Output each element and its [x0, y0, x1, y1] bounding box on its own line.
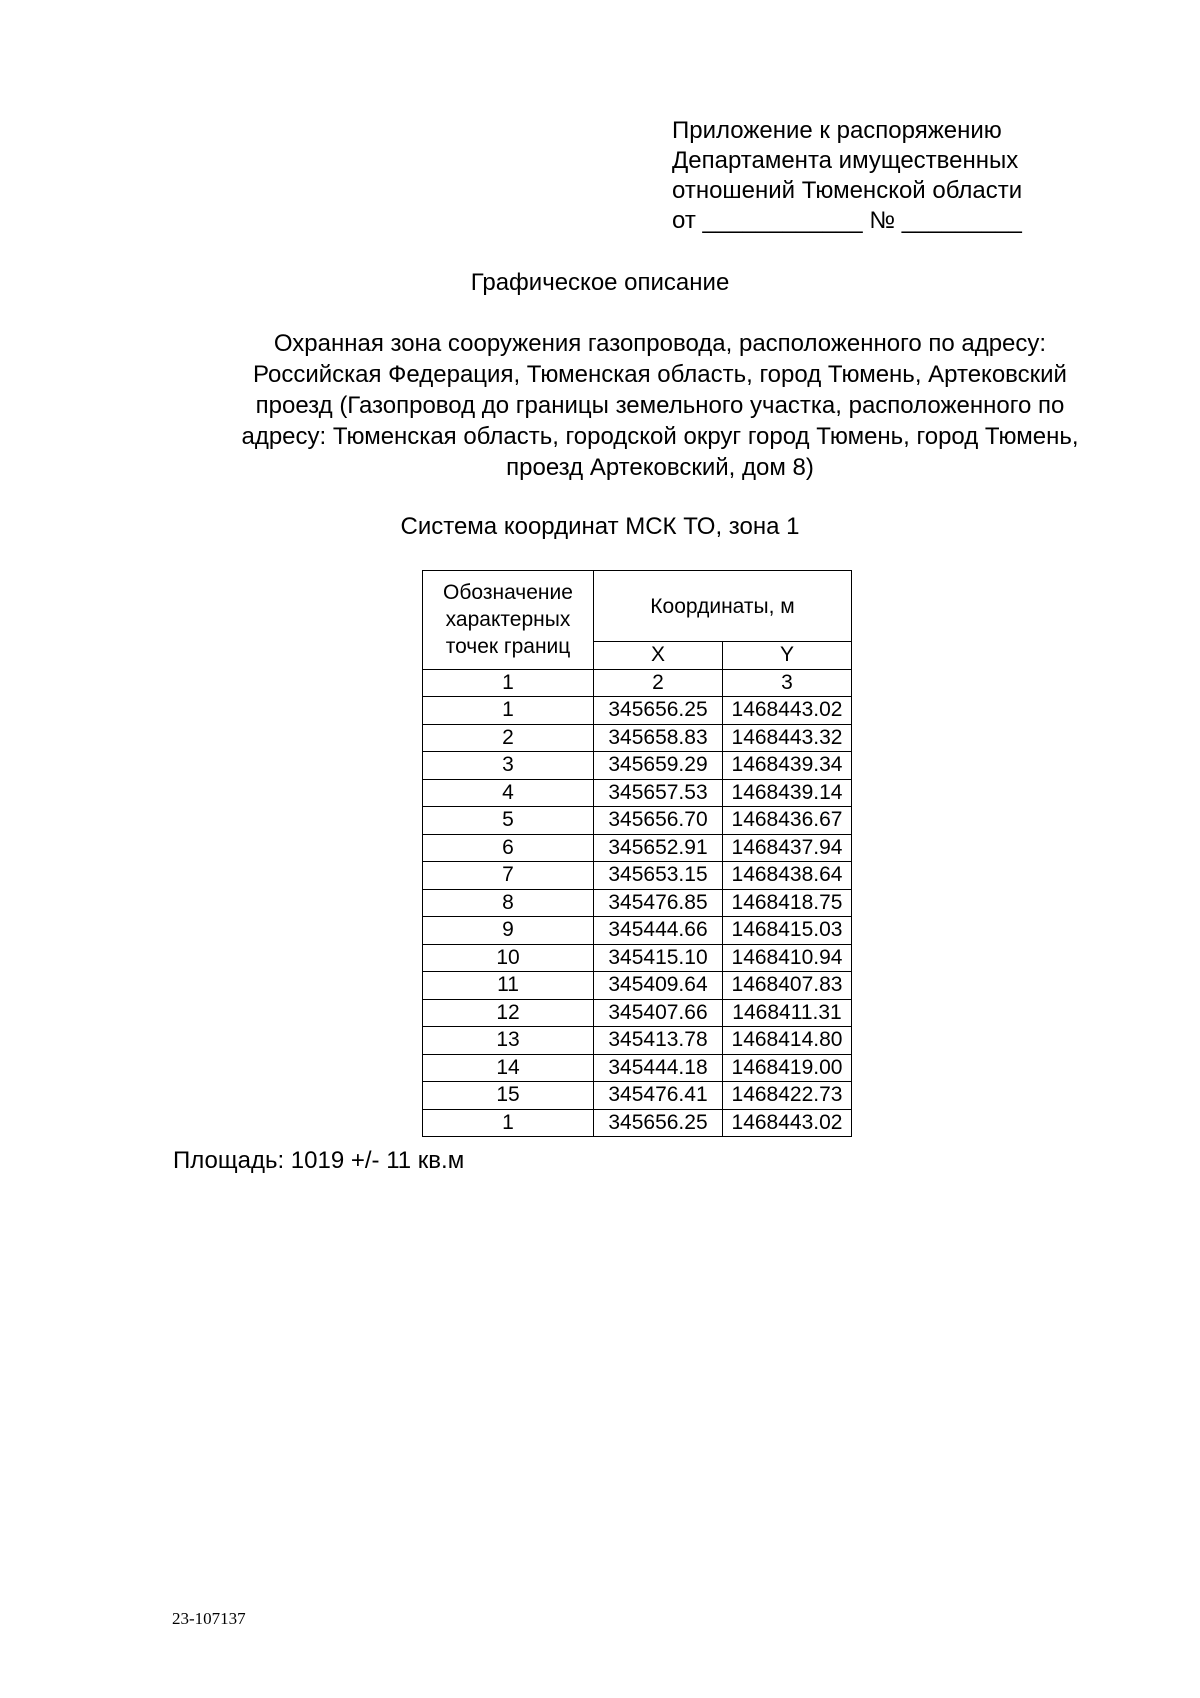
y-cell: 1468415.03: [723, 917, 852, 945]
point-cell: 15: [423, 1082, 594, 1110]
point-cell: 2: [423, 724, 594, 752]
point-cell: 1: [423, 697, 594, 725]
y-header: Y: [723, 642, 852, 670]
appendix-line: Департамента имущественных: [672, 147, 1019, 174]
x-cell: 345413.78: [594, 1027, 723, 1055]
x-cell: 345415.10: [594, 944, 723, 972]
point-cell: 10: [423, 944, 594, 972]
point-header-line: характерных: [445, 608, 571, 632]
column-number-row: [423, 669, 852, 697]
point-cell: 3: [423, 752, 594, 780]
y-cell: 1468436.67: [723, 807, 852, 835]
table-row: [423, 807, 852, 835]
table-row: [423, 752, 852, 780]
y-cell: 1468418.75: [723, 889, 852, 917]
table-row: [423, 1109, 852, 1137]
y-cell: 1468414.80: [723, 1027, 852, 1055]
appendix-line: отношений Тюменской области: [672, 177, 1023, 204]
x-cell: 345656.25: [594, 1109, 723, 1137]
x-cell: 345409.64: [594, 972, 723, 1000]
document-number: 23-107137: [172, 1609, 246, 1628]
y-cell: 1468439.34: [723, 752, 852, 780]
y-cell: 1468443.32: [723, 724, 852, 752]
y-cell: 1468407.83: [723, 972, 852, 1000]
point-cell: 9: [423, 917, 594, 945]
table-row: [423, 999, 852, 1027]
document-title: Графическое описание: [470, 269, 730, 296]
column-number: 1: [423, 669, 594, 697]
point-cell: 1: [423, 1109, 594, 1137]
point-header-line: Обозначение: [443, 581, 573, 605]
y-cell: 1468422.73: [723, 1082, 852, 1110]
x-cell: 345653.15: [594, 862, 723, 890]
x-cell: 345444.66: [594, 917, 723, 945]
y-cell: 1468439.14: [723, 779, 852, 807]
y-cell: 1468410.94: [723, 944, 852, 972]
x-cell: 345476.85: [594, 889, 723, 917]
table-row: [423, 889, 852, 917]
x-cell: 345656.25: [594, 697, 723, 725]
column-number: 3: [723, 669, 852, 697]
point-cell: 12: [423, 999, 594, 1027]
description-line: проезд (Газопровод до границы земельного участка, расположенного по: [255, 392, 1065, 419]
table-row: [423, 944, 852, 972]
y-cell: 1468419.00: [723, 1054, 852, 1082]
coordinates-table: [422, 570, 852, 1137]
point-cell: 7: [423, 862, 594, 890]
x-cell: 345656.70: [594, 807, 723, 835]
table-row: [423, 1027, 852, 1055]
table-row: [423, 779, 852, 807]
point-cell: 4: [423, 779, 594, 807]
x-cell: 345652.91: [594, 834, 723, 862]
point-cell: 13: [423, 1027, 594, 1055]
appendix-header: [672, 116, 1022, 236]
table-row: [423, 1082, 852, 1110]
table-row: [423, 724, 852, 752]
description-line: проезд Артековский, дом 8): [506, 454, 814, 481]
point-cell: 6: [423, 834, 594, 862]
table-row: [423, 862, 852, 890]
table-row: [423, 1054, 852, 1082]
y-cell: 1468443.02: [723, 697, 852, 725]
y-cell: 1468443.02: [723, 1109, 852, 1137]
area-label: Площадь: 1019 +/- 11 кв.м: [173, 1147, 465, 1174]
table-row: [423, 972, 852, 1000]
zone-description: [160, 328, 1160, 483]
y-cell: 1468437.94: [723, 834, 852, 862]
table-row: [423, 697, 852, 725]
point-cell: 11: [423, 972, 594, 1000]
point-header-line: точек границ: [445, 635, 571, 659]
table-header-row: [423, 571, 852, 642]
coords-header: Координаты, м: [594, 571, 852, 642]
appendix-line: Приложение к распоряжению: [672, 117, 1002, 144]
coordinate-system: Система координат МСК ТО, зона 1: [400, 513, 800, 540]
description-line: Охранная зона сооружения газопровода, расположенного по адресу:: [273, 330, 1047, 357]
x-cell: 345659.29: [594, 752, 723, 780]
y-cell: 1468411.31: [723, 999, 852, 1027]
x-cell: 345476.41: [594, 1082, 723, 1110]
x-cell: 345407.66: [594, 999, 723, 1027]
point-cell: 8: [423, 889, 594, 917]
x-cell: 345444.18: [594, 1054, 723, 1082]
description-line: адресу: Тюменская область, городской округ город Тюмень, город Тюмень,: [241, 423, 1079, 450]
point-cell: 5: [423, 807, 594, 835]
point-header: [423, 571, 594, 670]
column-number: 2: [594, 669, 723, 697]
x-cell: 345657.53: [594, 779, 723, 807]
point-cell: 14: [423, 1054, 594, 1082]
appendix-line: от ____________ № _________: [672, 207, 1022, 234]
y-cell: 1468438.64: [723, 862, 852, 890]
table-row: [423, 917, 852, 945]
description-line: Российская Федерация, Тюменская область, город Тюмень, Артековский: [253, 361, 1067, 388]
table-row: [423, 834, 852, 862]
x-header: X: [594, 642, 723, 670]
x-cell: 345658.83: [594, 724, 723, 752]
